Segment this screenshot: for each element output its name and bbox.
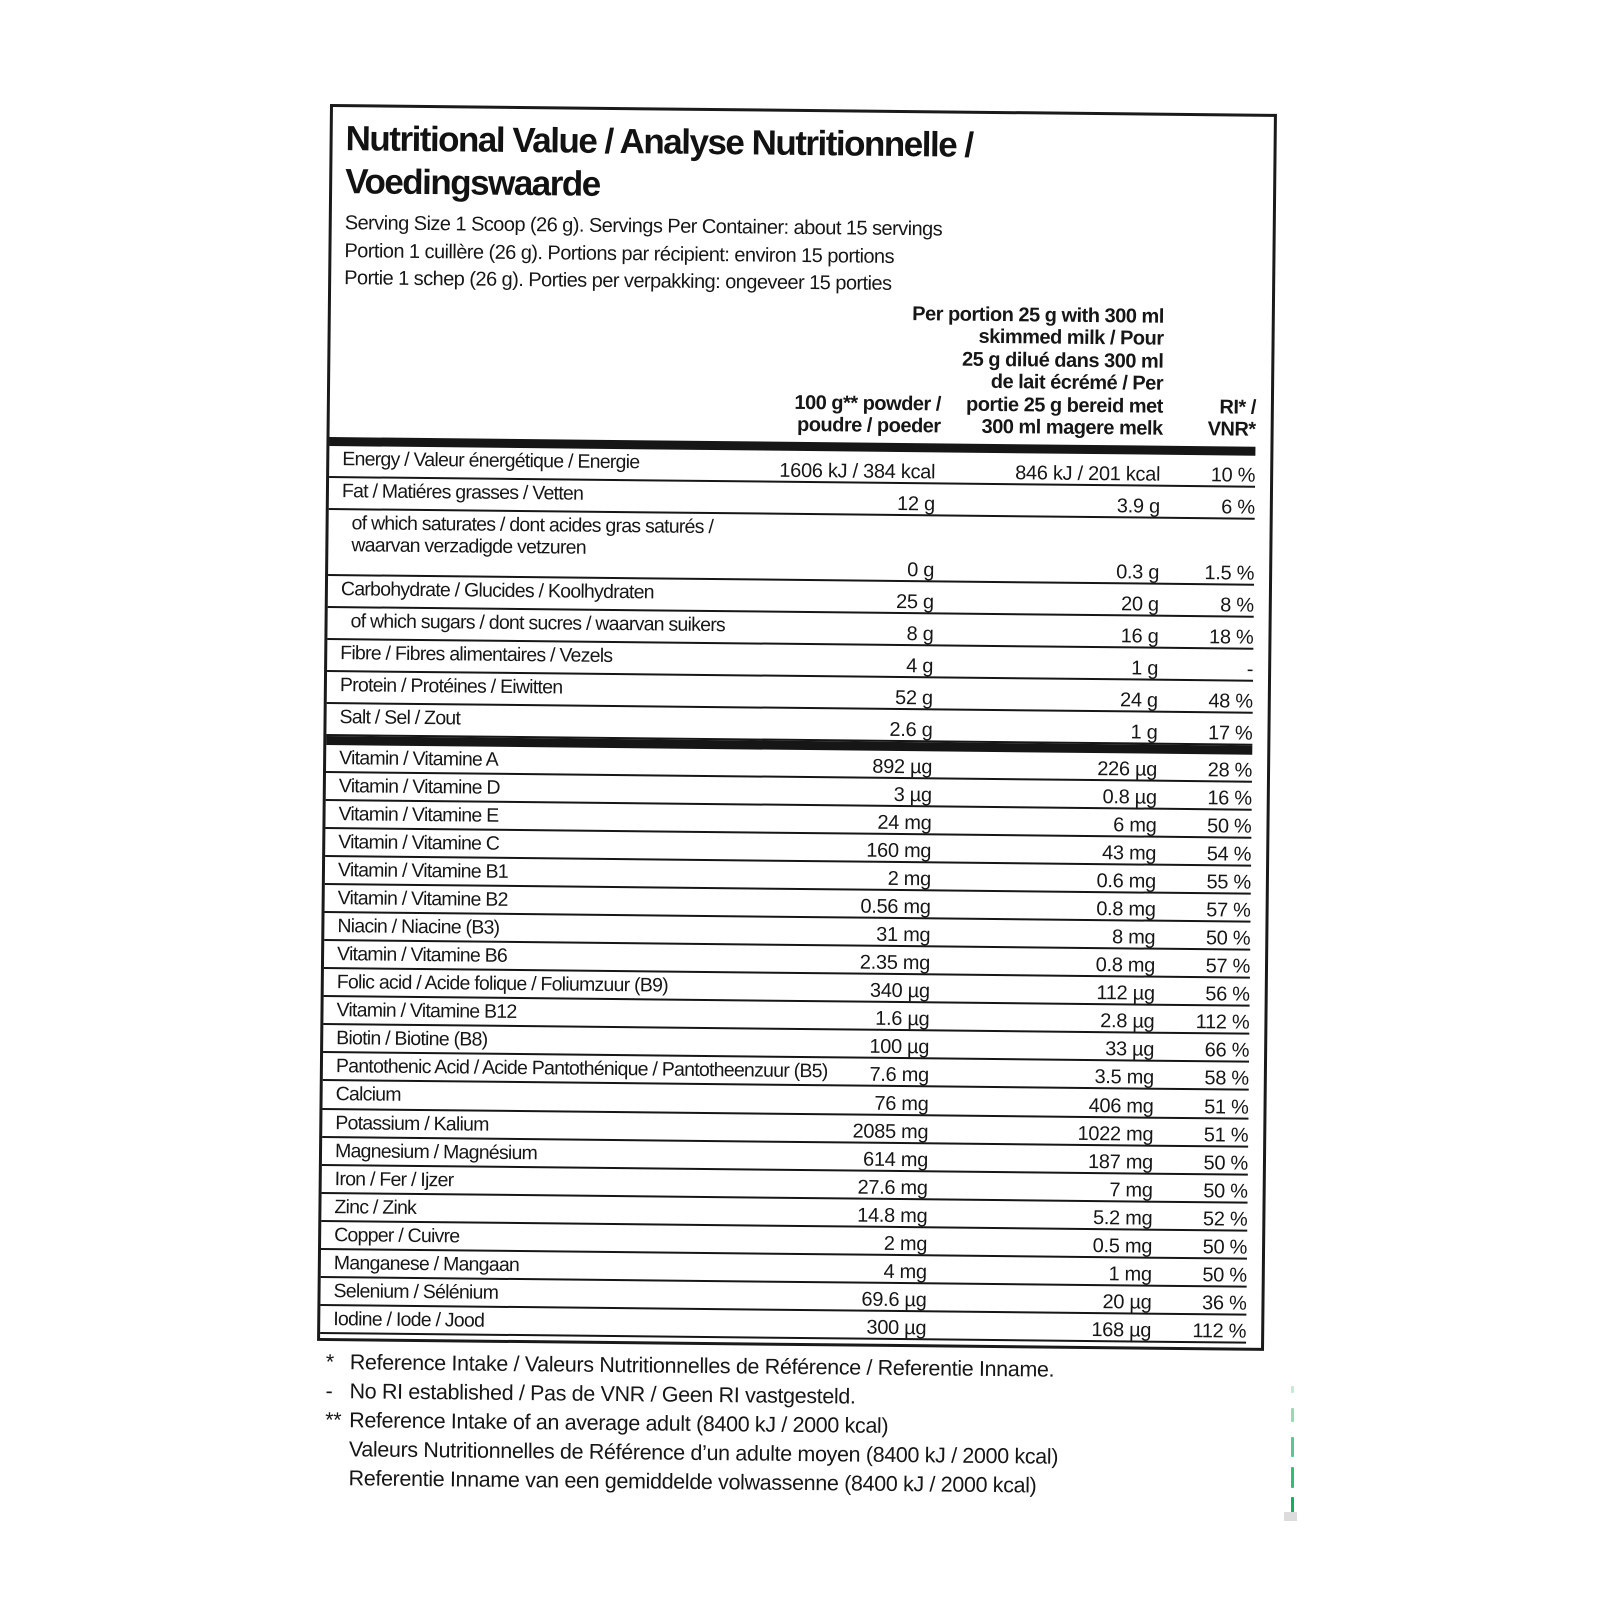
value-per-100g: 31 mg bbox=[876, 923, 931, 947]
value-per-portion: 5.2 mg bbox=[1092, 1206, 1153, 1230]
value-per-portion: 3.9 g bbox=[1116, 494, 1160, 518]
value-per-portion: 168 µg bbox=[1091, 1319, 1152, 1342]
micronutrient-rows bbox=[320, 744, 1252, 1343]
value-per-portion: 406 mg bbox=[1088, 1094, 1154, 1118]
column-header-reference-intake bbox=[1208, 396, 1256, 442]
value-per-100g: 52 g bbox=[894, 686, 933, 709]
column-header-line: de lait écrémé / Per bbox=[990, 370, 1164, 395]
value-reference-intake: 48 % bbox=[1208, 689, 1253, 713]
value-per-100g: 24 mg bbox=[877, 811, 932, 835]
value-per-100g: 300 µg bbox=[866, 1316, 927, 1340]
value-per-portion: 1 g bbox=[1131, 656, 1159, 680]
value-per-portion: 187 mg bbox=[1087, 1150, 1154, 1174]
value-reference-intake: 18 % bbox=[1208, 625, 1254, 649]
value-per-portion: 6 mg bbox=[1113, 813, 1157, 837]
serving-info-line: Portie 1 schep (26 g). Porties per verpakking: ongeveer 15 porties bbox=[344, 267, 892, 295]
nutrient-label: Vitamin / Vitamine B1 bbox=[337, 858, 509, 883]
value-reference-intake: 36 % bbox=[1201, 1292, 1247, 1315]
green-registration-marks bbox=[1291, 0, 1295, 1600]
value-per-100g: 69.6 µg bbox=[861, 1288, 927, 1312]
footnote-text: No RI established / Pas de VNR / Geen RI vastgesteld. bbox=[349, 1379, 856, 1409]
nutrient-label: Calcium bbox=[335, 1083, 401, 1107]
value-reference-intake: 52 % bbox=[1202, 1208, 1248, 1231]
value-per-portion: 0.8 mg bbox=[1095, 954, 1156, 977]
footnote-text: Reference Intake / Valeurs Nutritionnelles de Référence / Referentie Inname. bbox=[349, 1350, 1055, 1382]
value-per-portion: 0.3 g bbox=[1116, 560, 1160, 584]
value-per-100g: 12 g bbox=[896, 492, 935, 515]
value-per-portion: 20 g bbox=[1120, 592, 1159, 616]
footnote-text: Valeurs Nutritionnelles de Référence d’un adulte moyen (8400 kJ / 2000 kcal) bbox=[348, 1437, 1059, 1469]
column-headers bbox=[330, 293, 1257, 447]
macronutrient-rows bbox=[326, 446, 1255, 746]
footnote-marker: ** bbox=[325, 1408, 342, 1433]
nutrient-label: of which saturates / dont acides gras saturés / waarvan verzadigde vetzuren bbox=[351, 511, 714, 559]
value-reference-intake: 51 % bbox=[1204, 1095, 1249, 1119]
nutrient-label: Biotin / Biotine (B8) bbox=[336, 1027, 488, 1051]
value-per-portion: 24 g bbox=[1119, 688, 1158, 712]
value-per-portion: 8 mg bbox=[1111, 926, 1156, 949]
scan-artifact-square bbox=[1284, 1512, 1297, 1521]
nutrition-label-sheet bbox=[315, 104, 1276, 1503]
value-per-100g: 340 µg bbox=[869, 979, 930, 1003]
value-reference-intake: 50 % bbox=[1202, 1264, 1247, 1287]
column-header-line: 300 ml magere melk bbox=[981, 415, 1163, 440]
value-per-portion: 2.8 µg bbox=[1100, 1010, 1155, 1033]
value-reference-intake: 50 % bbox=[1202, 1236, 1248, 1259]
nutrient-label: Vitamin / Vitamine B6 bbox=[336, 943, 508, 967]
value-reference-intake: 58 % bbox=[1204, 1067, 1249, 1091]
value-per-portion: 3.5 mg bbox=[1094, 1066, 1154, 1090]
nutrient-row bbox=[328, 510, 1255, 586]
value-per-portion: 20 µg bbox=[1102, 1291, 1152, 1314]
column-header-line: 25 g dilué dans 300 ml bbox=[961, 348, 1164, 373]
nutrient-label: Salt / Sel / Zout bbox=[339, 705, 461, 729]
value-per-portion: 0.6 mg bbox=[1096, 869, 1157, 893]
column-header-per-portion bbox=[911, 303, 1164, 441]
nutrient-label: Copper / Cuivre bbox=[334, 1223, 460, 1248]
nutrient-label: Vitamin / Vitamine C bbox=[338, 830, 500, 855]
value-per-portion: 1022 mg bbox=[1077, 1122, 1154, 1146]
value-per-portion: 0.5 mg bbox=[1092, 1234, 1153, 1258]
value-per-100g: 0.56 mg bbox=[860, 895, 931, 919]
nutrient-label: Iodine / Iode / Jood bbox=[333, 1308, 485, 1332]
value-per-portion: 33 µg bbox=[1105, 1038, 1155, 1062]
nutrient-label: Folic acid / Acide folique / Foliumzuur (B9) bbox=[336, 971, 669, 997]
value-reference-intake: - bbox=[1246, 658, 1254, 681]
nutrient-label: Carbohydrate / Glucides / Koolhydraten bbox=[340, 577, 654, 603]
value-reference-intake: 1.5 % bbox=[1204, 561, 1255, 585]
serving-info bbox=[331, 203, 1258, 302]
value-per-portion: 7 mg bbox=[1109, 1178, 1153, 1202]
column-header-line: poudre / poeder bbox=[796, 413, 941, 438]
value-per-100g: 892 µg bbox=[872, 755, 933, 778]
value-per-portion: 226 µg bbox=[1097, 757, 1158, 781]
value-per-100g: 2.6 g bbox=[889, 718, 933, 741]
nutrient-label: Magnesium / Magnésium bbox=[334, 1139, 538, 1164]
nutrient-label: Vitamin / Vitamine E bbox=[338, 802, 499, 827]
nutrient-label: Vitamin / Vitamine B2 bbox=[337, 887, 508, 911]
value-per-100g: 1.6 µg bbox=[875, 1008, 930, 1031]
label-title-line: Voedingswaarde bbox=[344, 162, 600, 204]
value-reference-intake: 57 % bbox=[1206, 899, 1251, 922]
value-reference-intake: 8 % bbox=[1220, 593, 1254, 617]
value-per-100g: 614 mg bbox=[862, 1148, 929, 1171]
nutrient-label: Selenium / Sélénium bbox=[333, 1280, 499, 1304]
value-per-100g: 25 g bbox=[895, 590, 934, 613]
footnote-marker bbox=[325, 1435, 349, 1464]
nutrition-facts-content bbox=[320, 107, 1259, 1348]
value-reference-intake: 55 % bbox=[1206, 871, 1252, 894]
value-reference-intake: 10 % bbox=[1210, 463, 1256, 487]
green-dash bbox=[1291, 1467, 1294, 1488]
value-per-100g: 2 mg bbox=[887, 867, 932, 891]
footnote-text: Referentie Inname van een gemiddelde volwassenne (8400 kJ / 2000 kcal) bbox=[348, 1466, 1037, 1498]
value-per-100g: 76 mg bbox=[874, 1092, 929, 1115]
value-reference-intake: 50 % bbox=[1206, 814, 1252, 838]
value-per-100g: 3 µg bbox=[893, 783, 932, 806]
green-dash bbox=[1291, 1408, 1294, 1422]
value-per-100g: 14.8 mg bbox=[857, 1204, 928, 1228]
nutrient-label: Pantothenic Acid / Acide Pantothénique / Pantotheenzuur (B5) bbox=[335, 1055, 828, 1083]
footnote-marker: - bbox=[325, 1379, 333, 1404]
value-per-portion: 1 g bbox=[1130, 720, 1158, 744]
value-reference-intake: 51 % bbox=[1203, 1123, 1249, 1147]
nutrient-label: Vitamin / Vitamine D bbox=[338, 774, 500, 799]
value-per-portion: 846 kJ / 201 kcal bbox=[1015, 461, 1161, 486]
nutrient-label: Potassium / Kalium bbox=[335, 1111, 489, 1136]
value-per-100g: 27.6 mg bbox=[857, 1176, 928, 1200]
value-per-100g: 7.6 mg bbox=[869, 1064, 929, 1087]
value-reference-intake: 28 % bbox=[1207, 758, 1253, 782]
value-per-portion: 0.8 µg bbox=[1102, 785, 1157, 809]
value-per-100g: 2085 mg bbox=[852, 1120, 929, 1143]
value-per-100g: 160 mg bbox=[866, 839, 932, 863]
value-reference-intake: 54 % bbox=[1206, 843, 1252, 866]
nutrient-label: Manganese / Mangaan bbox=[333, 1252, 520, 1276]
footnote-text: Reference Intake of an average adult (8400 kJ / 2000 kcal) bbox=[349, 1408, 889, 1438]
column-header-line: skimmed milk / Pour bbox=[978, 325, 1164, 350]
nutrient-label: Vitamin / Vitamine A bbox=[339, 746, 499, 771]
value-per-100g: 100 µg bbox=[869, 1036, 930, 1059]
value-reference-intake: 50 % bbox=[1203, 1151, 1249, 1175]
serving-info-line: Serving Size 1 Scoop (26 g). Servings Per Container: about 15 servings bbox=[344, 212, 943, 241]
column-header-line: RI* / bbox=[1219, 395, 1256, 419]
nutrient-label: Fibre / Fibres alimentaires / Vezels bbox=[340, 641, 613, 667]
value-per-100g: 2.35 mg bbox=[859, 951, 931, 975]
value-per-100g: 4 mg bbox=[883, 1260, 927, 1284]
nutrient-label: Iron / Fer / Ijzer bbox=[334, 1167, 454, 1192]
value-reference-intake: 112 % bbox=[1195, 1011, 1250, 1034]
value-reference-intake: 50 % bbox=[1205, 927, 1251, 950]
value-per-100g: 0 g bbox=[907, 558, 935, 581]
value-reference-intake: 112 % bbox=[1192, 1320, 1247, 1343]
value-per-100g: 1606 kJ / 384 kcal bbox=[779, 459, 936, 483]
nutrient-label: Niacin / Niacine (B3) bbox=[337, 915, 500, 939]
footnotes bbox=[324, 1348, 1265, 1503]
column-header-line: Per portion 25 g with 300 ml bbox=[912, 302, 1164, 328]
value-reference-intake: 16 % bbox=[1207, 786, 1252, 810]
value-reference-intake: 6 % bbox=[1221, 495, 1255, 519]
nutrient-label: Zinc / Zink bbox=[334, 1195, 417, 1219]
value-per-portion: 43 mg bbox=[1101, 841, 1157, 865]
value-reference-intake: 17 % bbox=[1207, 721, 1253, 745]
value-per-100g: 8 g bbox=[906, 622, 934, 645]
label-title bbox=[332, 107, 1259, 213]
nutrition-facts-box bbox=[317, 104, 1277, 1351]
value-per-100g: 2 mg bbox=[883, 1232, 928, 1256]
value-reference-intake: 56 % bbox=[1205, 983, 1250, 1006]
value-per-portion: 16 g bbox=[1120, 624, 1159, 648]
footnote-marker: * bbox=[325, 1350, 334, 1375]
value-per-100g: 4 g bbox=[906, 654, 934, 677]
value-reference-intake: 57 % bbox=[1205, 955, 1251, 978]
column-header-line: 100 g** powder / bbox=[794, 391, 942, 415]
nutrient-label: Protein / Protéines / Eiwitten bbox=[339, 673, 563, 698]
serving-info-line: Portion 1 cuillère (26 g). Portions par récipient: environ 15 portions bbox=[344, 239, 895, 268]
value-per-portion: 0.8 mg bbox=[1096, 898, 1156, 921]
nutrient-label: of which sugars / dont sucres / waarvan suikers bbox=[350, 609, 726, 636]
green-dash bbox=[1291, 1386, 1294, 1393]
nutrient-label: Vitamin / Vitamine B12 bbox=[336, 999, 517, 1024]
value-per-portion: 1 mg bbox=[1108, 1263, 1152, 1286]
nutrient-label: Fat / Matiéres grasses / Vetten bbox=[341, 479, 584, 505]
value-reference-intake: 50 % bbox=[1203, 1179, 1248, 1203]
column-header-line: portie 25 g bereid met bbox=[965, 393, 1163, 418]
nutrient-label: Energy / Valeur énergétique / Energie bbox=[342, 447, 640, 473]
footnote-marker bbox=[324, 1464, 348, 1493]
value-per-portion: 112 µg bbox=[1096, 982, 1155, 1005]
value-reference-intake: 66 % bbox=[1204, 1039, 1250, 1063]
green-dash bbox=[1291, 1437, 1294, 1457]
column-header-line: VNR* bbox=[1207, 418, 1256, 441]
label-title-line: Nutritional Value / Analyse Nutritionnelle / bbox=[345, 119, 973, 165]
